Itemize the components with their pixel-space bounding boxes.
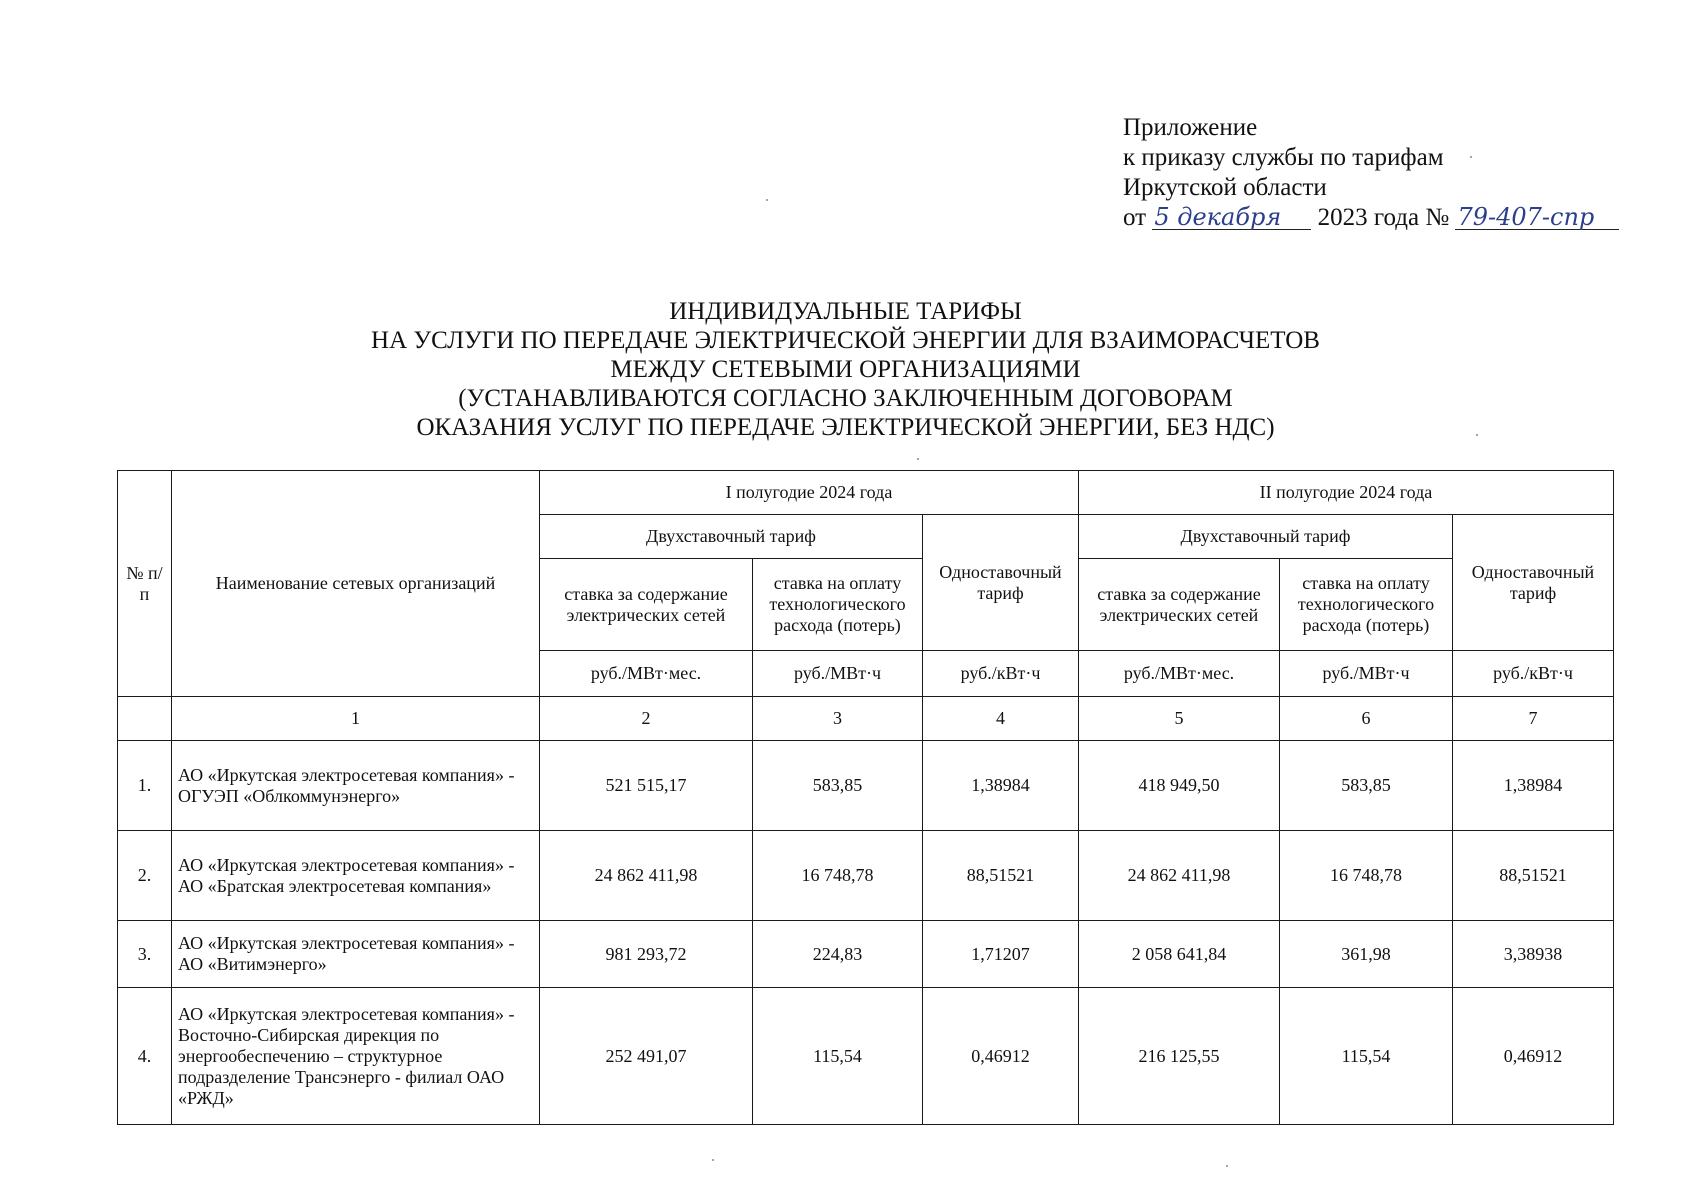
header-num: № п/п (118, 471, 172, 697)
title-line-3: МЕЖДУ СЕТЕВЫМИ ОРГАНИЗАЦИЯМИ (610, 356, 1081, 383)
document-title (0, 297, 1691, 442)
title-line-1: ИНДИВИДУАЛЬНЫЕ ТАРИФЫ (669, 298, 1022, 325)
header-half1: I полугодие 2024 года (540, 471, 1079, 515)
header-half2: II полугодие 2024 года (1079, 471, 1614, 515)
column-number: 5 (1079, 697, 1280, 741)
unit-maintenance-1: руб./МВт·мес. (540, 651, 753, 697)
h2-maintenance-value: 216 125,55 (1079, 988, 1280, 1125)
unit-one-rate-2: руб./кВт·ч (1453, 651, 1614, 697)
from-prefix: от (1123, 204, 1147, 231)
scan-speck (1226, 1165, 1228, 1167)
column-number: 7 (1453, 697, 1614, 741)
appendix-line-3: Иркутской области (1123, 174, 1327, 201)
column-number: 3 (753, 697, 923, 741)
header-one-rate-1: Одноставочный тариф (923, 515, 1079, 651)
h1-losses-value: 583,85 (753, 741, 923, 831)
h2-one-rate-value: 88,51521 (1453, 831, 1614, 921)
h2-losses-value: 16 748,78 (1280, 831, 1453, 921)
unit-losses-2: руб./МВт·ч (1280, 651, 1453, 697)
year-text: 2023 года № (1317, 204, 1450, 231)
column-number-empty (118, 697, 172, 741)
unit-maintenance-2: руб./МВт·мес. (1079, 651, 1280, 697)
h2-losses-value: 115,54 (1280, 988, 1453, 1125)
h1-maintenance-value: 252 491,07 (540, 988, 753, 1125)
row-num: 1. (118, 741, 172, 831)
title-line-2: НА УСЛУГИ ПО ПЕРЕДАЧЕ ЭЛЕКТРИЧЕСКОЙ ЭНЕРГИИ ДЛЯ ВЗАИМОРАСЧЕТОВ (371, 327, 1320, 354)
h2-losses-value: 361,98 (1280, 921, 1453, 988)
h2-maintenance-value: 418 949,50 (1079, 741, 1280, 831)
row-num: 3. (118, 921, 172, 988)
appendix-line-2: к приказу службы по тарифам (1123, 144, 1444, 171)
h2-one-rate-value: 1,38984 (1453, 741, 1614, 831)
scan-speck (712, 1159, 714, 1161)
title-line-5: ОКАЗАНИЯ УСЛУГ ПО ПЕРЕДАЧЕ ЭЛЕКТРИЧЕСКОЙ ЭНЕРГИИ, БЕЗ НДС) (416, 414, 1275, 441)
h1-maintenance-value: 521 515,17 (540, 741, 753, 831)
table-row (118, 831, 1614, 921)
table-row (118, 921, 1614, 988)
column-number: 1 (172, 697, 540, 741)
h2-maintenance-value: 2 058 641,84 (1079, 921, 1280, 988)
h1-one-rate-value: 88,51521 (923, 831, 1079, 921)
header-maintenance-2: ставка за содержание электрических сетей (1079, 559, 1280, 651)
scan-speck (917, 458, 919, 460)
h1-one-rate-value: 1,38984 (923, 741, 1079, 831)
header-two-rate-1: Двухставочный тариф (540, 515, 923, 559)
h2-losses-value: 583,85 (1280, 741, 1453, 831)
scan-speck (1476, 434, 1478, 436)
header-two-rate-2: Двухставочный тариф (1079, 515, 1453, 559)
table-row (118, 988, 1614, 1125)
column-number: 4 (923, 697, 1079, 741)
column-number: 2 (540, 697, 753, 741)
row-name: АО «Иркутская электросетевая компания» - Восточно-Сибирская дирекция по энергообеспечению – структурное подразделение Трансэнерго - филиал ОАО «РЖД» (172, 988, 540, 1125)
appendix-line-1: Приложение (1123, 114, 1258, 141)
appendix-order-line (1123, 203, 1619, 233)
header-maintenance-1: ставка за содержание электрических сетей (540, 559, 753, 651)
column-number: 6 (1280, 697, 1453, 741)
h2-one-rate-value: 3,38938 (1453, 921, 1614, 988)
row-num: 4. (118, 988, 172, 1125)
h2-one-rate-value: 0,46912 (1453, 988, 1614, 1125)
h1-losses-value: 224,83 (753, 921, 923, 988)
appendix-block (1123, 113, 1619, 233)
h1-maintenance-value: 981 293,72 (540, 921, 753, 988)
header-name: Наименование сетевых организаций (172, 471, 540, 697)
scan-speck (1470, 156, 1472, 158)
header-one-rate-2: Одноставочный тариф (1453, 515, 1614, 651)
unit-one-rate-1: руб./кВт·ч (923, 651, 1079, 697)
row-num: 2. (118, 831, 172, 921)
tariff-table (117, 470, 1614, 1125)
table-row (118, 741, 1614, 831)
scan-speck (766, 199, 768, 201)
handwritten-date: 5 декабря (1152, 205, 1311, 230)
h1-maintenance-value: 24 862 411,98 (540, 831, 753, 921)
title-line-4: (УСТАНАВЛИВАЮТСЯ СОГЛАСНО ЗАКЛЮЧЕННЫМ ДОГОВОРАМ (458, 385, 1233, 412)
column-number-row (118, 697, 1614, 741)
h2-maintenance-value: 24 862 411,98 (1079, 831, 1280, 921)
h1-one-rate-value: 0,46912 (923, 988, 1079, 1125)
h1-one-rate-value: 1,71207 (923, 921, 1079, 988)
row-name: АО «Иркутская электросетевая компания» - АО «Братская электросетевая компания» (172, 831, 540, 921)
header-losses-2: ставка на оплату технологического расхода (потерь) (1280, 559, 1453, 651)
handwritten-order-number: 79-407-спр (1455, 205, 1619, 230)
header-losses-1: ставка на оплату технологического расхода (потерь) (753, 559, 923, 651)
unit-losses-1: руб./МВт·ч (753, 651, 923, 697)
row-name: АО «Иркутская электросетевая компания» - АО «Витимэнерго» (172, 921, 540, 988)
row-name: АО «Иркутская электросетевая компания» - ОГУЭП «Облкоммунэнерго» (172, 741, 540, 831)
h1-losses-value: 115,54 (753, 988, 923, 1125)
h1-losses-value: 16 748,78 (753, 831, 923, 921)
